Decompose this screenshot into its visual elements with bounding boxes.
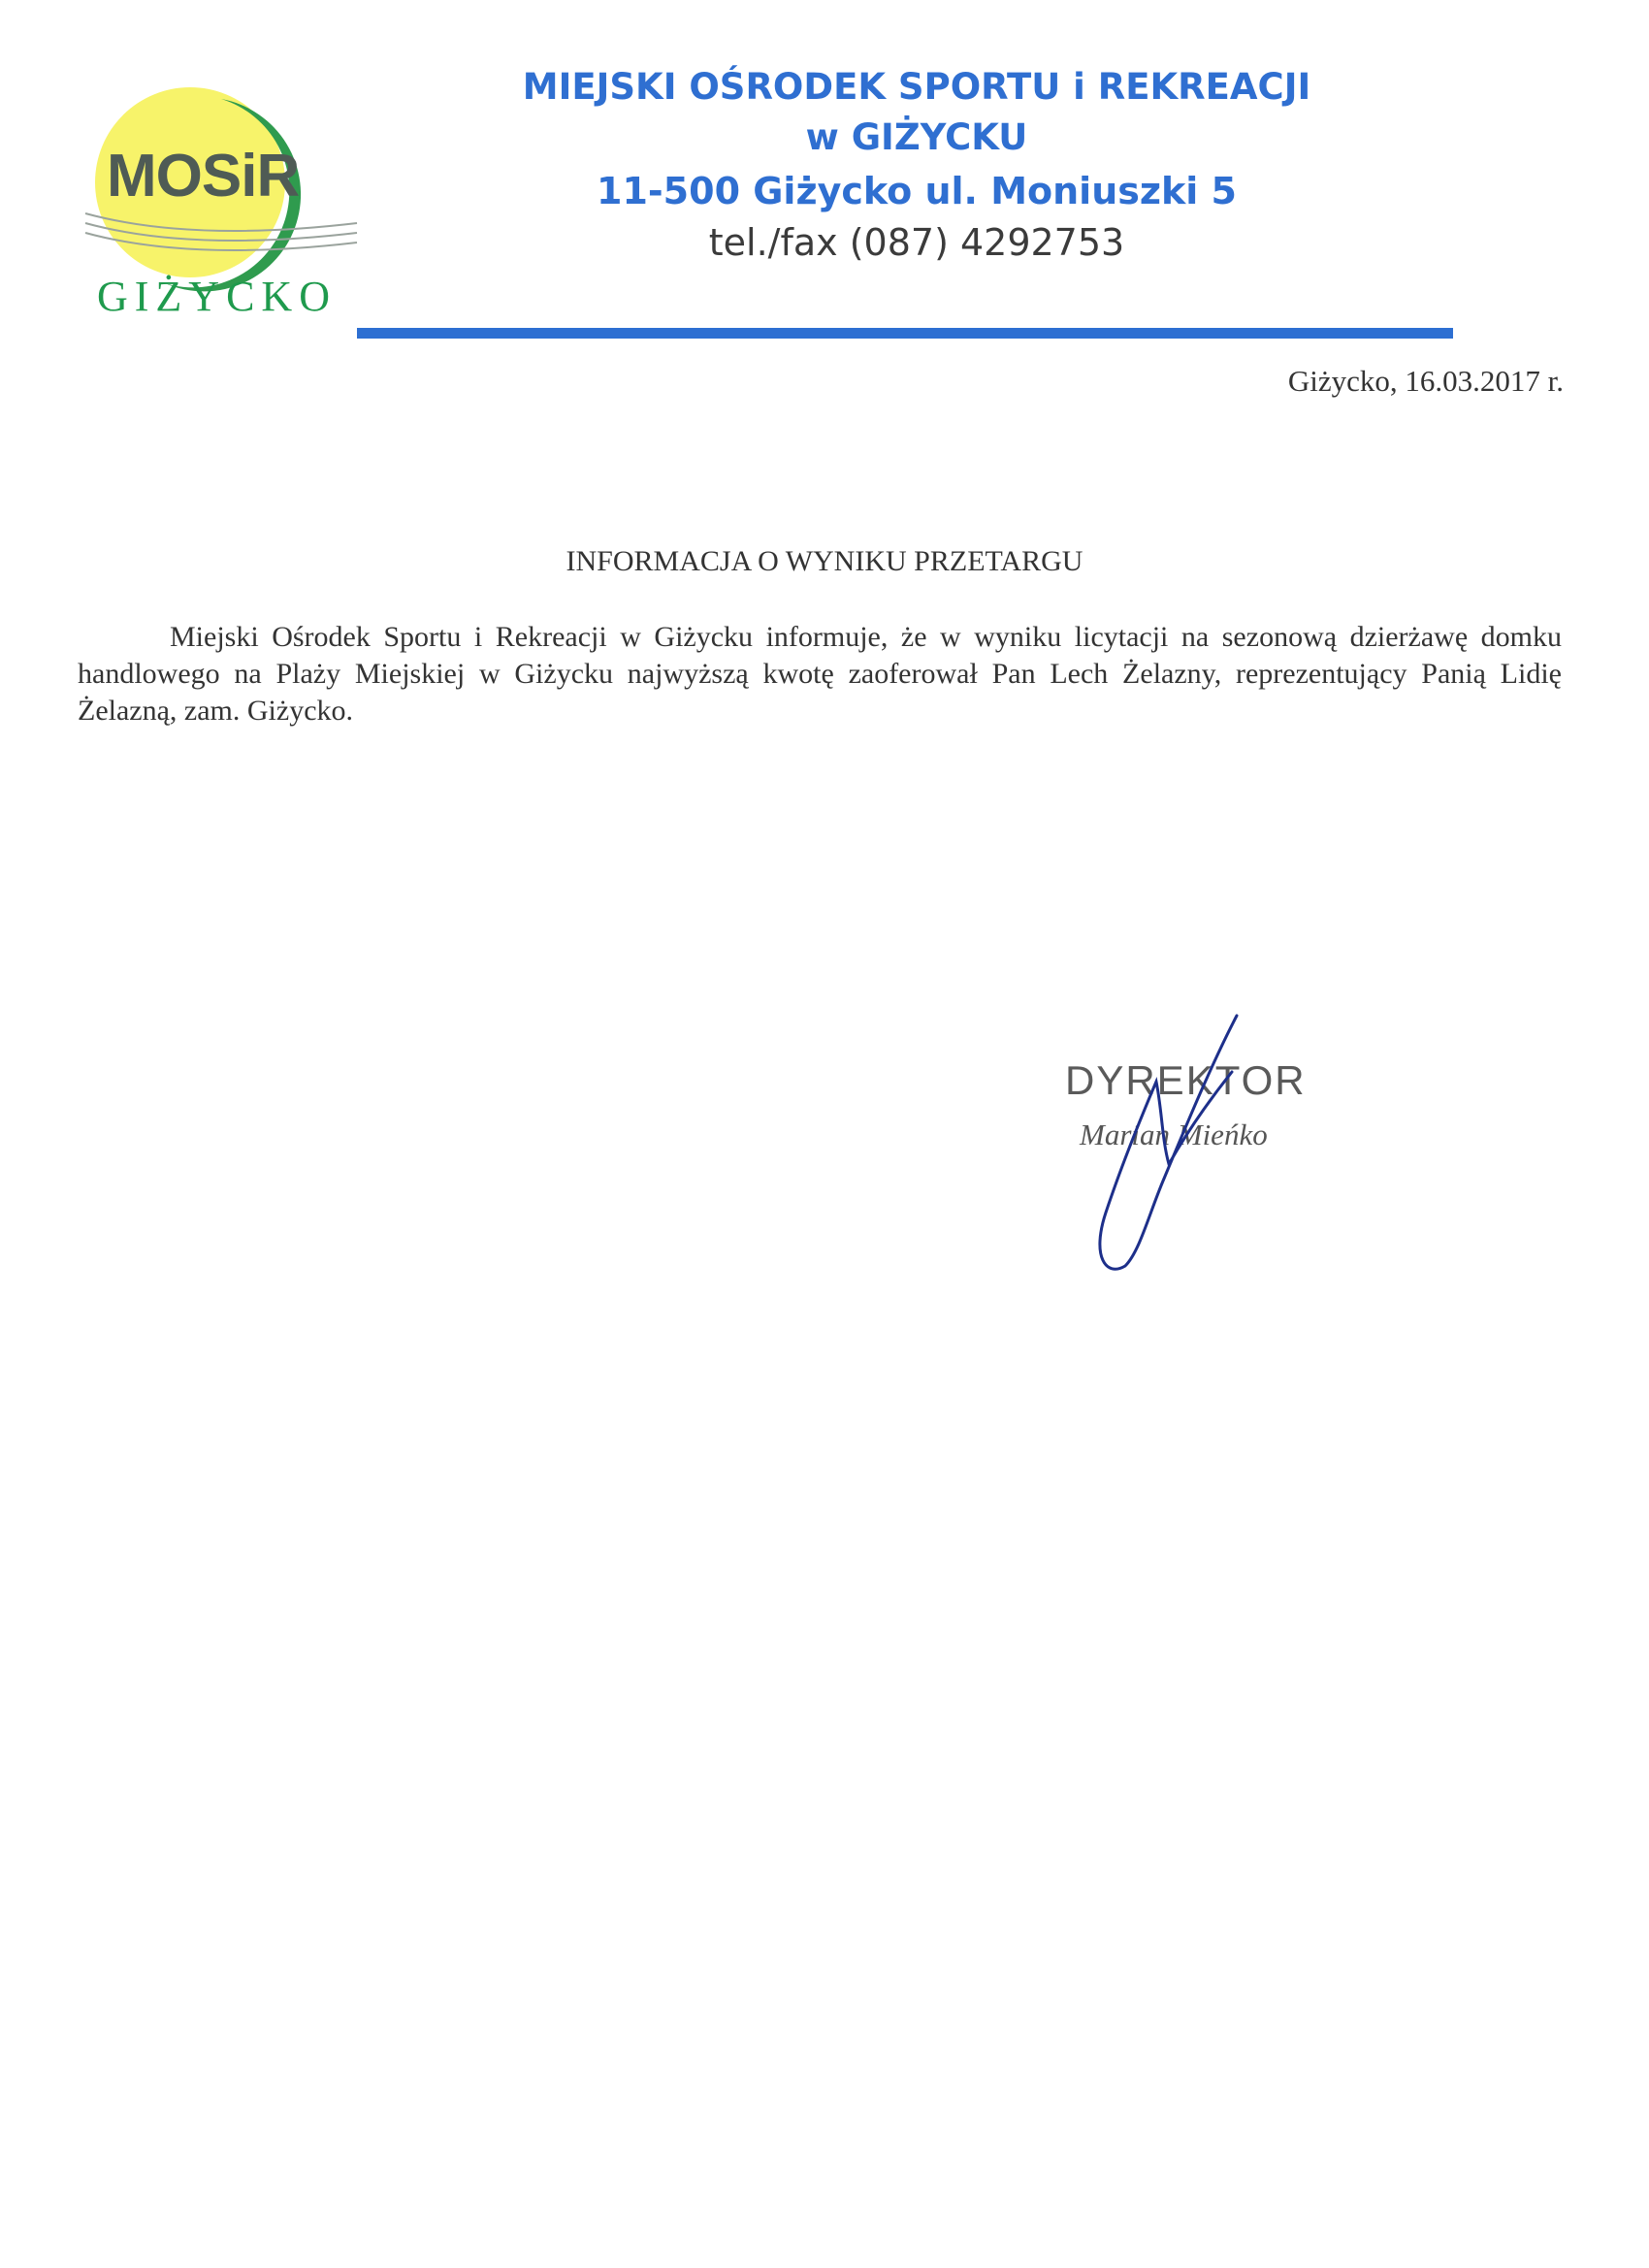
header-divider [357, 328, 1453, 339]
org-telephone: tel./fax (087) 4292753 [708, 221, 1125, 264]
document-body: Miejski Ośrodek Sportu i Rekreacji w Giżycku informuje, że w wyniku licytacji na sezonową dzierżawę domku handlowego na Plaży Miejskiej w Giżycku najwyższą kwotę zaoferował Pan Lech Żelazny, reprezentujący Panią Lidię Żelazną, zam. Giżycko. [78, 621, 1562, 727]
signatory-role: DYREKTOR [1065, 1057, 1307, 1103]
org-name: MIEJSKI OŚRODEK SPORTU i REKREACJI [522, 66, 1311, 108]
mosir-logo [76, 78, 367, 330]
org-city: w GIŻYCKU [805, 116, 1028, 158]
org-address: 11-500 Giżycko ul. Moniuszki 5 [597, 170, 1237, 212]
handwritten-signature [1048, 1004, 1300, 1276]
logo-brand-text: MOSiR [107, 143, 300, 210]
document-title: INFORMACJA O WYNIKU PRZETARGU [566, 545, 1083, 577]
logo-city-text: GIŻYCKO [97, 273, 337, 320]
signatory-name: Marian Mieńko [1080, 1118, 1268, 1151]
document-date: Giżycko, 16.03.2017 r. [1287, 364, 1564, 398]
